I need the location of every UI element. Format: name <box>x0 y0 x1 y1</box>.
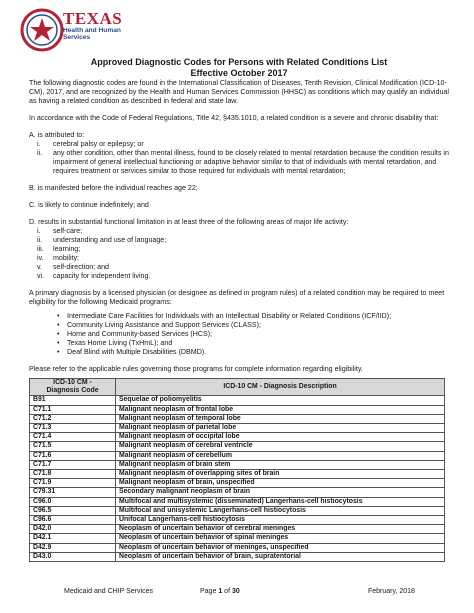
criterion-d-list <box>29 227 449 281</box>
diagnosis-description: Neoplasm of uncertain behavior of brain, supratentorial <box>116 552 445 561</box>
list-item: vi. capacity for independent living. <box>37 272 151 280</box>
diagnosis-code: C71.4 <box>30 433 116 442</box>
list-item: i. cerebral palsy or epilepsy; or <box>37 140 144 148</box>
diagnosis-code: C96.6 <box>30 516 116 525</box>
diagnosis-code: D42.0 <box>30 525 116 534</box>
criterion-d: D. results in substantial functional limitation in at least three of the following areas of major life activity: <box>29 218 349 226</box>
table-row <box>30 405 445 414</box>
diagnosis-description: Malignant neoplasm of overlapping sites of brain <box>116 470 445 479</box>
header-description: ICD-10 CM - Diagnosis Description <box>116 379 445 396</box>
diagnosis-description: Malignant neoplasm of cerebral ventricle <box>116 442 445 451</box>
table-row <box>30 525 445 534</box>
diagnosis-description: Malignant neoplasm of brain stem <box>116 460 445 469</box>
diagnosis-description: Malignant neoplasm of parietal lobe <box>116 424 445 433</box>
diagnosis-description: Malignant neoplasm of frontal lobe <box>116 405 445 414</box>
footer-org: Medicaid and CHIP Services <box>64 588 153 595</box>
diagnosis-description: Neoplasm of uncertain behavior of cerebral meninges <box>116 525 445 534</box>
diagnosis-description: Neoplasm of uncertain behavior of meninges, unspecified <box>116 543 445 552</box>
table-row <box>30 433 445 442</box>
intro-paragraph: The following diagnostic codes are found in the International Classification of Diseases, Tenth Revision, Clinical Modification (ICD-10-CM), 2017, and are recognized by the Health and Human Services Commission (HHSC) as conditions which may qualify an individual as having a related condition as described in federal and state law. <box>29 79 449 105</box>
diagnosis-code: C71.7 <box>30 460 116 469</box>
footer-date: February, 2018 <box>368 588 415 595</box>
diagnosis-code: C96.0 <box>30 497 116 506</box>
table-row <box>30 414 445 423</box>
criterion-a: A. is attributed to: <box>29 131 85 139</box>
table-row <box>30 534 445 543</box>
list-item: iv. mobility; <box>37 254 80 262</box>
list-item: ii. any other condition, other than mental illness, found to be closely related to mental retardation because the condition results in impairment of general intellectual functioning or adaptive behavior similar to that of individuals with mental retardation, and requires treatment or services similar to those required for individuals with mental retardation; <box>37 149 449 175</box>
diagnosis-code: C71.8 <box>30 470 116 479</box>
table-row <box>30 460 445 469</box>
criterion-c: C. is likely to continue indefinitely; and <box>29 201 149 209</box>
eligibility-note: Please refer to the applicable rules governing those programs for complete information regarding eligibility. <box>29 365 363 373</box>
list-item: • Community Living Assistance and Support Services (CLASS); <box>57 321 261 329</box>
diagnosis-description: Secondary malignant neoplasm of brain <box>116 488 445 497</box>
list-item: • Texas Home Living (TxHmL); and <box>57 339 173 347</box>
table-row <box>30 543 445 552</box>
header-code: ICD-10 CM - Diagnosis Code <box>30 379 116 396</box>
diagnosis-description: Sequelae of poliomyelitis <box>116 396 445 405</box>
diagnosis-code: D42.1 <box>30 534 116 543</box>
list-item: i. self-care; <box>37 227 83 235</box>
logo-line1: Health and Human <box>63 27 121 34</box>
diagnosis-code: D43.0 <box>30 552 116 561</box>
logo-texas: TEXAS <box>63 9 123 28</box>
table-row <box>30 506 445 515</box>
diagnosis-code: C71.5 <box>30 442 116 451</box>
diagnosis-description: Multifocal and unisystemic Langerhans-cell histiocytosis <box>116 506 445 515</box>
diagnosis-code: C71.1 <box>30 405 116 414</box>
diagnosis-description: Multifocal and multisystemic (disseminated) Langerhans-cell histiocytosis <box>116 497 445 506</box>
hhs-logo <box>20 8 123 54</box>
doc-title-line1: Approved Diagnostic Codes for Persons with Related Conditions List <box>90 57 388 67</box>
programs-paragraph: A primary diagnosis by a licensed physician (or designee as defined in program rules) of a related condition may be required to meet eligibility for the following Medicaid programs: <box>29 289 445 306</box>
list-item: • Home and Community-based Services (HCS); <box>57 330 213 338</box>
diagnosis-description: Malignant neoplasm of temporal lobe <box>116 414 445 423</box>
page-number: Page 1 of 30 <box>200 588 240 595</box>
diagnosis-code: B91 <box>30 396 116 405</box>
table-row <box>30 488 445 497</box>
list-item: iii. learning; <box>37 245 81 253</box>
diagnosis-code: C96.5 <box>30 506 116 515</box>
diagnosis-code: C71.6 <box>30 451 116 460</box>
diagnosis-description: Malignant neoplasm of occipital lobe <box>116 433 445 442</box>
table-row <box>30 516 445 525</box>
table-row <box>30 497 445 506</box>
list-item: • Intermediate Care Facilities for Individuals with an Intellectual Disability or Related Conditions (ICF/IID); <box>57 312 392 320</box>
regulation-paragraph: In accordance with the Code of Federal Regulations, Title 42, §435.1010, a related condition is a severe and chronic disability that: <box>29 114 439 122</box>
table-row <box>30 396 445 405</box>
diagnosis-code: C71.2 <box>30 414 116 423</box>
list-item: ii. understanding and use of language; <box>37 236 167 244</box>
table-row <box>30 424 445 433</box>
table-row <box>30 451 445 460</box>
table-row <box>30 470 445 479</box>
table-header-row <box>30 379 445 396</box>
diagnosis-code: C71.3 <box>30 424 116 433</box>
diagnosis-description: Malignant neoplasm of cerebellum <box>116 451 445 460</box>
table-row <box>30 552 445 561</box>
doc-title-line2: Effective October 2017 <box>190 68 288 78</box>
texas-seal-icon <box>20 8 64 52</box>
table-row <box>30 442 445 451</box>
diagnosis-description: Unifocal Langerhans-cell histiocytosis <box>116 516 445 525</box>
list-item: • Deaf Blind with Multiple Disabilities (DBMD). <box>57 348 207 356</box>
diagnosis-codes-table <box>29 378 445 562</box>
criterion-b: B. is manifested before the individual reaches age 22; <box>29 184 198 192</box>
document-body <box>29 57 449 562</box>
diagnosis-code: C71.9 <box>30 479 116 488</box>
table-row <box>30 479 445 488</box>
diagnosis-description: Malignant neoplasm of brain, unspecified <box>116 479 445 488</box>
logo-line2: Services <box>63 34 91 42</box>
list-item: v. self-direction; and <box>37 263 109 271</box>
programs-list <box>29 312 449 357</box>
diagnosis-description: Neoplasm of uncertain behavior of spinal meninges <box>116 534 445 543</box>
criterion-a-list <box>29 140 449 176</box>
diagnosis-code: C79.31 <box>30 488 116 497</box>
diagnosis-code: D42.9 <box>30 543 116 552</box>
